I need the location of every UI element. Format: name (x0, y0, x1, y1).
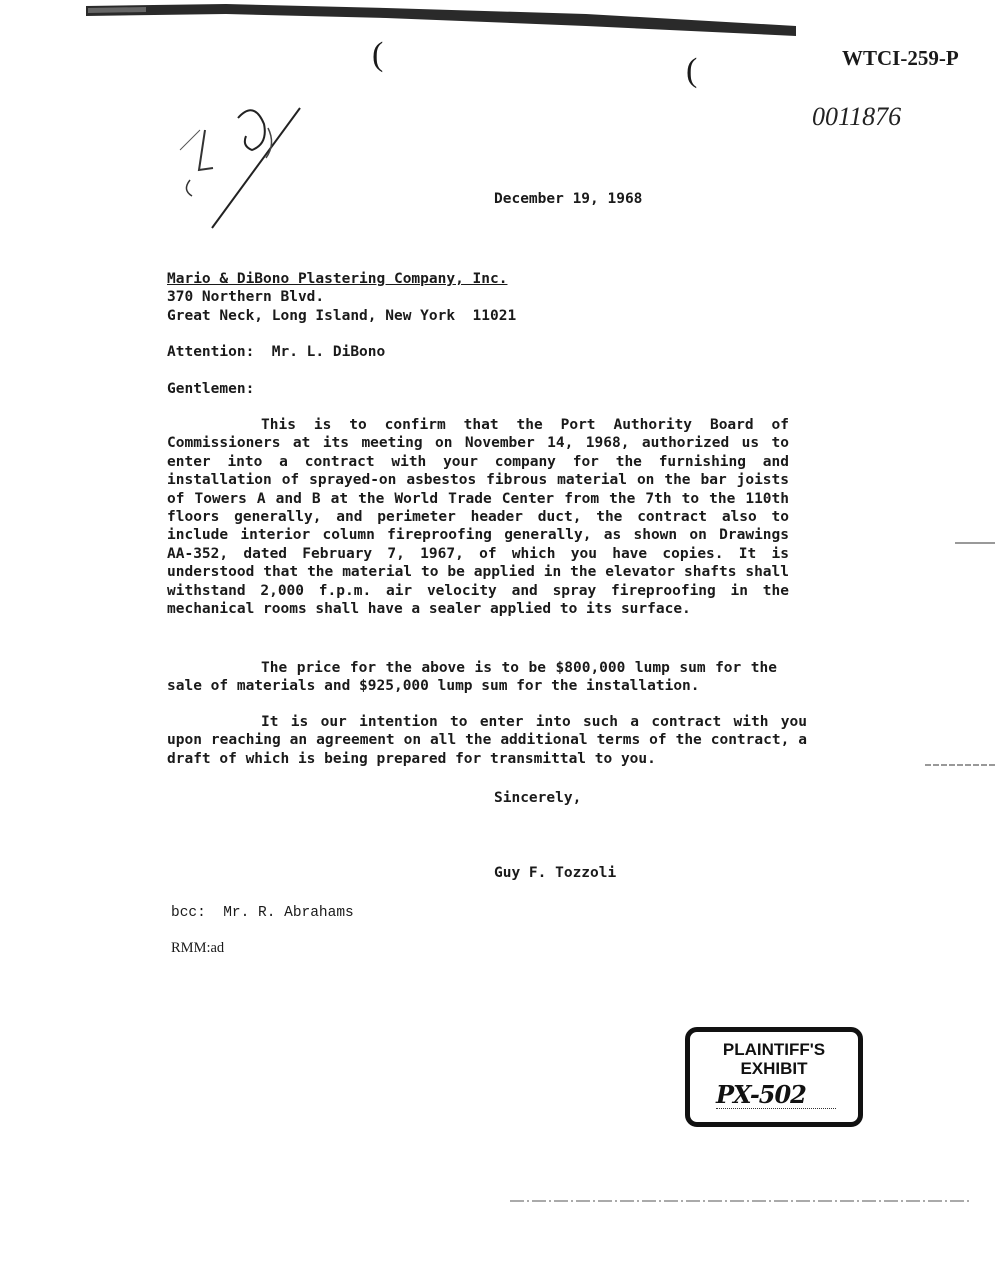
bates-number: 0011876 (812, 102, 902, 131)
signer-name: Guy F. Tozzoli (494, 865, 617, 881)
bcc-line: bcc: Mr. R. Abrahams (171, 905, 354, 921)
paragraph-text: The price for the above is to be $800,000 lump sum for the sale of materials and $925,000 lump sum for the installation. (167, 660, 777, 695)
stamp-title: PLAINTIFF'S (722, 1040, 826, 1059)
scan-paren-mark: ( (372, 36, 384, 73)
stamp-subtitle: EXHIBIT (740, 1059, 808, 1078)
recipient-street: 370 Northern Blvd. (167, 289, 325, 306)
scan-artifact-line (925, 762, 995, 768)
exhibit-number: PX-502 (716, 1080, 806, 1109)
body-paragraph (167, 416, 789, 618)
document-id: WTCI-259-P (842, 46, 959, 70)
stamp-rule (716, 1108, 836, 1109)
letter-date: December 19, 1968 (494, 191, 643, 207)
exhibit-stamp (685, 1027, 863, 1127)
salutation: Gentlemen: (167, 381, 255, 397)
attention-line: Attention: Mr. L. DiBono (167, 344, 386, 360)
recipient-address (167, 270, 516, 325)
body-paragraph (167, 713, 807, 768)
recipient-city: Great Neck, Long Island, New York 11021 (167, 307, 517, 324)
scan-paren-mark: ( (686, 52, 698, 89)
paragraph-text: This is to confirm that the Port Authority Board of Commissioners at its meeting on November 14, 1968, authorized us to enter into a contract with your company for the furnishing and installation of sprayed-on asbestos fibrous material on the bar joists of Towers A and B at the World Trade Center from the 7th to the 110th floors generally, and perimeter header duct, the contract also to include interior column fireproofing generally, as shown on Drawings AA-352, dated February 7, 1967, of which you have copies. It is understood that the material to be applied in the elevator shafts shall withstand 2,000 f.p.m. air velocity and spray fireproofing in the mechanical rooms shall have a sealer applied to its surface. (167, 417, 789, 618)
scan-artifact-line (955, 540, 995, 546)
typist-initials: RMM:ad (171, 940, 225, 956)
recipient-company: Mario & DiBono Plastering Company, Inc. (167, 271, 508, 287)
paragraph-text: It is our intention to enter into such a contract with you upon reaching an agreement on all the additional terms of the contract, a draft of which is being prepared for transmittal to you. (167, 714, 807, 767)
closing: Sincerely, (494, 790, 582, 806)
scan-artifact-line (510, 1196, 970, 1206)
body-paragraph (167, 659, 777, 696)
handwritten-mark (0, 0, 320, 240)
